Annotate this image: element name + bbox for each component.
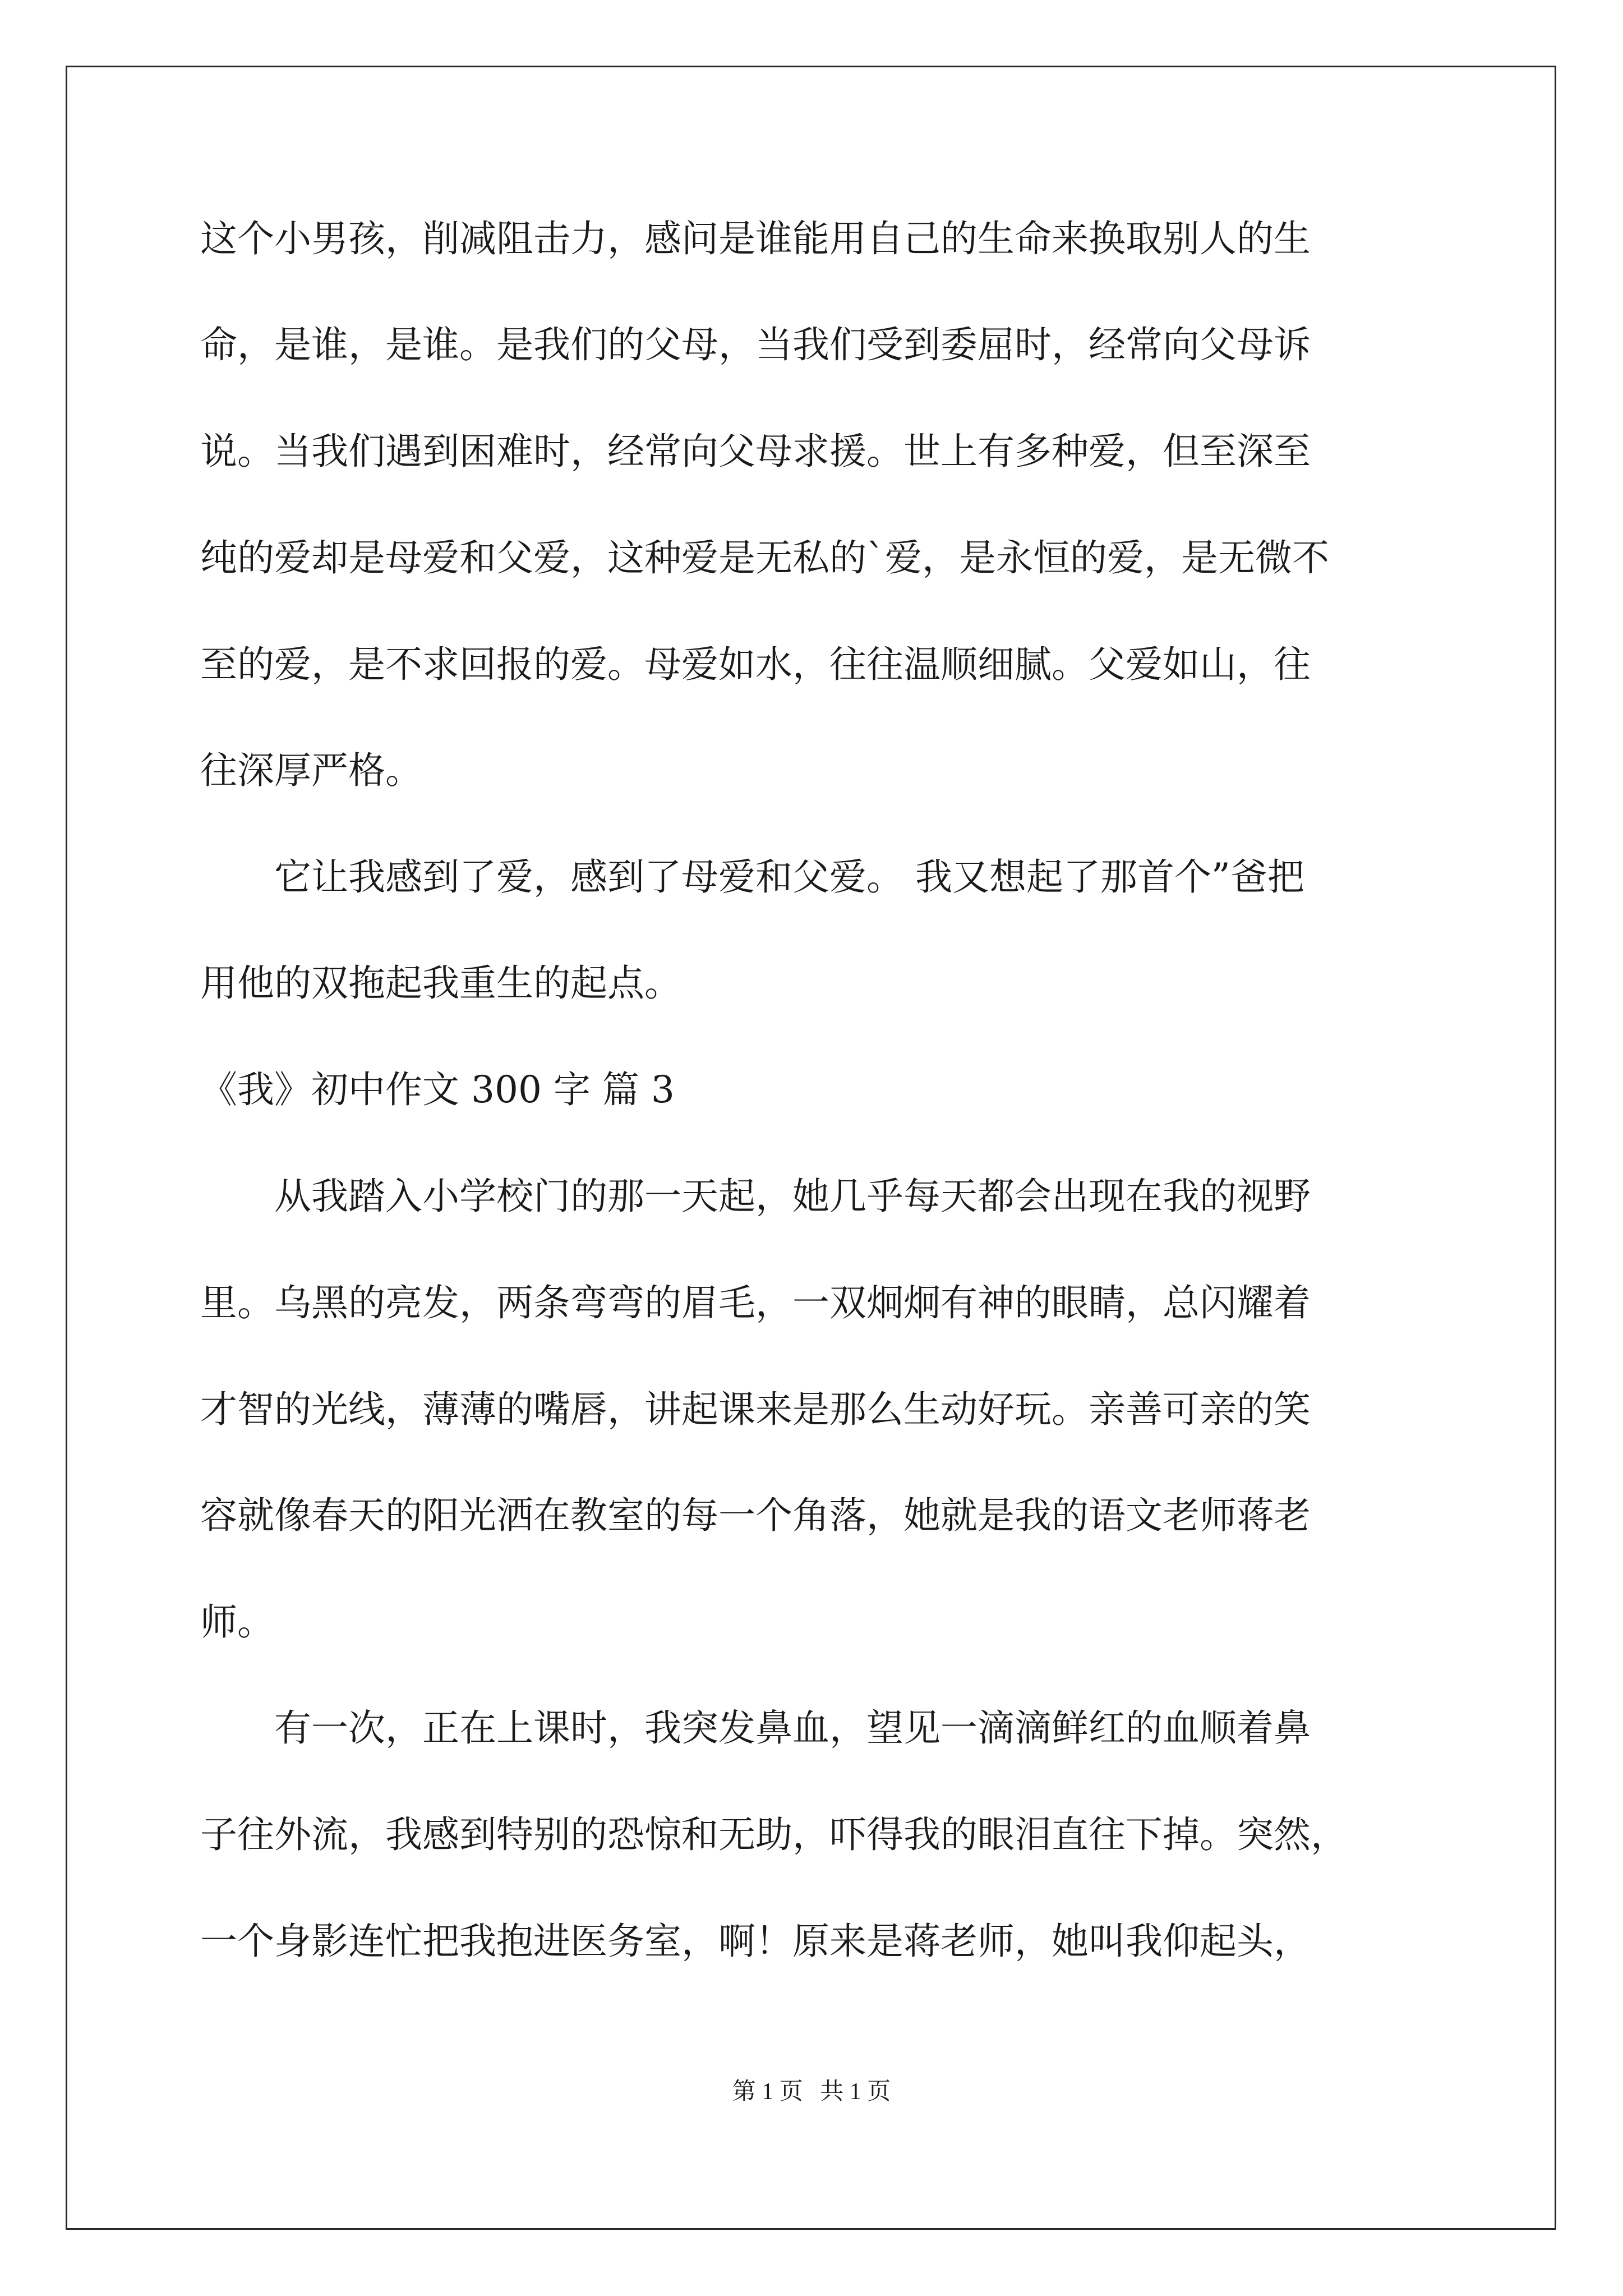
page-footer bbox=[0, 2073, 1623, 2106]
text-line-8: 用他的双拖起我重生的起点。 bbox=[200, 961, 681, 1005]
page-total: 共 1 页 bbox=[820, 2079, 891, 2105]
text-line-10: 从我踏入小学校门的那一天起，她几乎每天都会出现在我的视野 bbox=[200, 1175, 1311, 1218]
text-line-2: 命，是谁，是谁。是我们的父母，当我们受到委屈时，经常向父母诉 bbox=[200, 323, 1311, 366]
text-line-13: 容就像春天的阳光洒在教室的每一个角落，她就是我的语文老师蒋老 bbox=[200, 1494, 1311, 1537]
text-line-14: 师。 bbox=[200, 1600, 274, 1644]
text-line-4: 纯的爱却是母爱和父爱，这种爱是无私的`爱，是永恒的爱，是无微不 bbox=[200, 536, 1329, 579]
text-line-15: 有一次，正在上课时，我突发鼻血，望见一滴滴鲜红的血顺着鼻 bbox=[200, 1706, 1311, 1750]
text-line-3: 说。当我们遇到困难时，经常向父母求援。世上有多种爱，但至深至 bbox=[200, 430, 1311, 473]
page-number: 第 1 页 bbox=[732, 2079, 803, 2105]
text-line-11: 里。乌黑的亮发，两条弯弯的眉毛，一双炯炯有神的眼睛，总闪耀着 bbox=[200, 1281, 1311, 1324]
text-line-16: 子往外流，我感到特别的恐惊和无助，吓得我的眼泪直往下掉。突然， bbox=[200, 1813, 1348, 1856]
text-line-6: 往深厚严格。 bbox=[200, 749, 422, 792]
text-line-5: 至的爱，是不求回报的爱。母爱如水，往往温顺细腻。父爱如山，往 bbox=[200, 643, 1311, 686]
text-line-7: 它让我感到了爱，感到了母爱和父爱。 我又想起了那首个”爸把 bbox=[200, 855, 1304, 899]
text-line-12: 才智的光线，薄薄的嘴唇，讲起课来是那么生动好玩。亲善可亲的笑 bbox=[200, 1388, 1311, 1431]
text-line-17: 一个身影连忙把我抱进医务室，啊！原来是蒋老师，她叫我仰起头， bbox=[200, 1920, 1311, 1963]
section-heading: 《我》初中作文 300 字 篇 3 bbox=[200, 1068, 675, 1111]
page-border bbox=[66, 66, 1556, 2230]
text-line-1: 这个小男孩，削减阻击力，感问是谁能用自己的生命来换取别人的生 bbox=[200, 217, 1311, 260]
